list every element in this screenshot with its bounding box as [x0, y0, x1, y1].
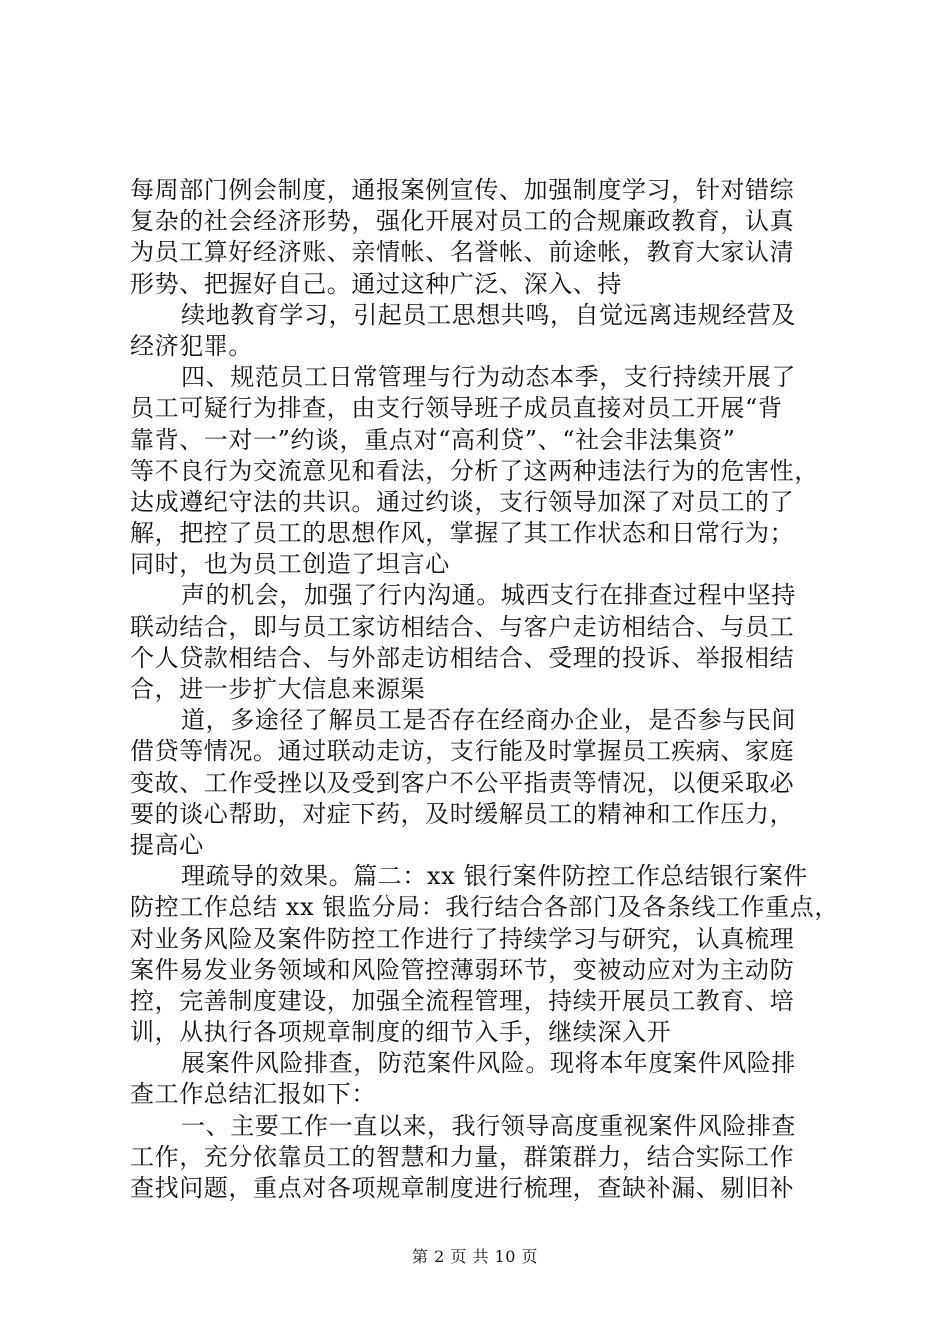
- text-line: 同时，也为员工创造了坦言心: [130, 550, 450, 579]
- text-line: 复杂的社会经济形势，强化开展对员工的合规廉政教育，认真: [130, 207, 795, 236]
- text-line: 经济犯罪。: [130, 331, 253, 360]
- text-line: 个人贷款相结合、与外部走访相结合、受理的投诉、举报相结: [130, 643, 795, 672]
- text-line: 解，把控了员工的思想作风，掌握了其工作状态和日常行为；: [130, 519, 795, 548]
- text-line: 达成遵纪守法的共识。通过约谈，支行领导加深了对员工的了: [130, 487, 795, 516]
- text-line: 合，进一步扩大信息来源渠: [130, 675, 426, 703]
- text-line: 训，从执行各项规章制度的细节入手，继续深入开: [130, 1018, 672, 1047]
- text-line: 形势、把握好自己。通过这种广泛、深入、持: [130, 269, 622, 298]
- text-line: 道，多途径了解员工是否存在经商办企业，是否参与民间: [181, 706, 796, 735]
- text-line: 等不良行为交流意见和看法，分析了这两种违法行为的危害性，: [130, 456, 819, 485]
- text-line: 工作，充分依靠员工的智慧和力量，群策群力，结合实际工作: [130, 1142, 795, 1171]
- page-footer: 第 2 页 共 10 页: [412, 1247, 538, 1266]
- text-line: 声的机会，加强了行内沟通。城西支行在排查过程中坚持: [181, 581, 796, 610]
- text-line: 展案件风险排查，防范案件风险。现将本年度案件风险排: [181, 1049, 796, 1078]
- text-line: 查工作总结汇报如下：: [130, 1080, 376, 1109]
- text-line: 查找问题，重点对各项规章制度进行梳理，查缺补漏、剔旧补: [130, 1174, 795, 1202]
- body-text: [130, 175, 839, 1204]
- text-line: 理疏导的效果。篇二：xx 银行案件防控工作总结银行案件: [181, 862, 808, 891]
- text-line: 变故、工作受挫以及受到客户不公平指责等情况，以便采取必: [130, 768, 795, 797]
- text-line: 续地教育学习，引起员工思想共鸣，自觉远离违规经营及: [181, 300, 796, 329]
- text-line: 借贷等情况。通过联动走访，支行能及时掌握员工疾病、家庭: [130, 737, 795, 766]
- text-line: 每周部门例会制度，通报案例宣传、加强制度学习，针对错综: [130, 176, 795, 204]
- text-line: 提高心: [130, 830, 204, 859]
- text-line: 员工可疑行为排查，由支行领导班子成员直接对员工开展“背: [130, 394, 783, 423]
- text-line: 为员工算好经济账、亲情帐、名誉帐、前途帐，教育大家认清: [130, 238, 795, 267]
- text-line: 案件易发业务领域和风险管控薄弱环节，变被动应对为主动防: [130, 955, 795, 984]
- text-line: 对业务风险及案件防控工作进行了持续学习与研究，认真梳理: [130, 924, 795, 953]
- text-line: 一、主要工作一直以来，我行领导高度重视案件风险排查: [181, 1111, 796, 1140]
- text-line: 四、规范员工日常管理与行为动态本季，支行持续开展了: [181, 363, 796, 392]
- text-line: 联动结合，即与员工家访相结合、与客户走访相结合、与员工: [130, 612, 795, 641]
- text-line: 控，完善制度建设，加强全流程管理，持续开展员工教育、培: [130, 986, 795, 1015]
- text-line: 防控工作总结 xx 银监分局：我行结合各部门及各条线工作重点，: [130, 893, 839, 922]
- text-line: 要的谈心帮助，对症下药，及时缓解员工的精神和工作压力，: [130, 799, 795, 828]
- text-line: 靠背、一对一”约谈，重点对“高利贷”、“社会非法集资”: [130, 425, 736, 454]
